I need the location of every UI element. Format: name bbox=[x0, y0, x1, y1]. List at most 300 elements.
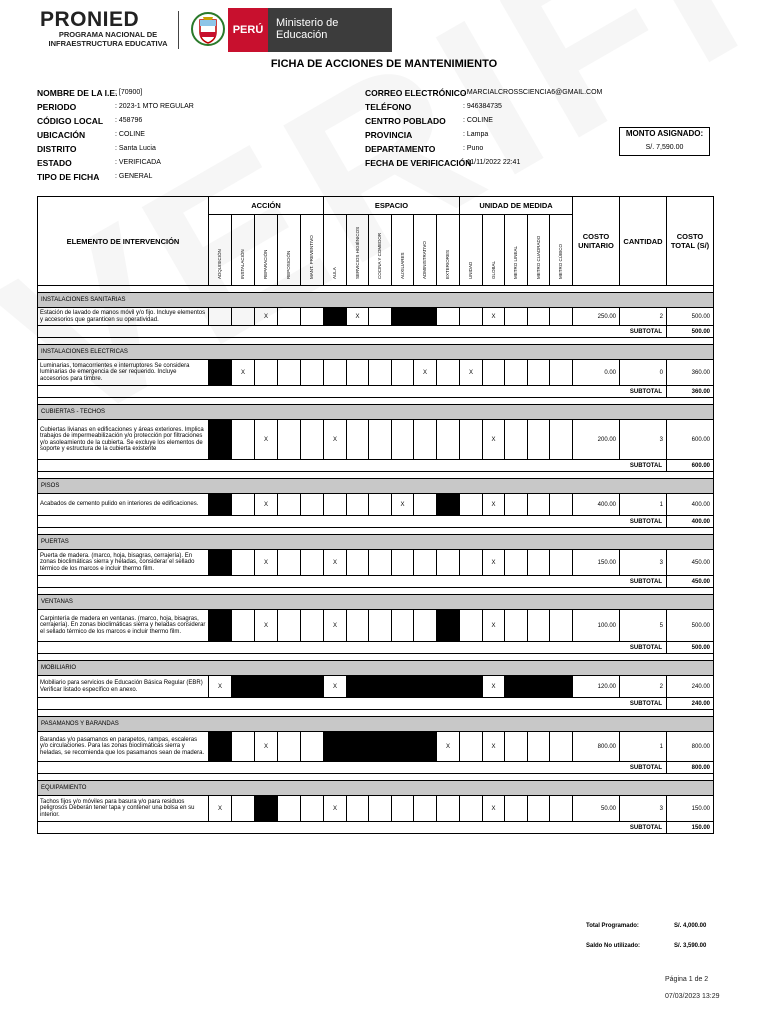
empty-cell bbox=[437, 420, 460, 460]
subtotal-spacer bbox=[38, 822, 573, 834]
blocked-cell bbox=[505, 676, 528, 698]
empty-cell bbox=[278, 420, 301, 460]
empty-cell bbox=[437, 796, 460, 822]
total-cost: 450.00 bbox=[667, 550, 714, 576]
empty-cell bbox=[301, 494, 324, 516]
empty-cell bbox=[278, 308, 301, 326]
checked-cell: X bbox=[414, 360, 437, 386]
empty-cell bbox=[550, 732, 573, 762]
item-description: Puerta de madera. (marco, hoja, bisagras, cerrajería). En zonas bioclimáticas sierra y heladas, considerar el sellado térmico de los marcos e incluir thermo film. bbox=[38, 550, 209, 576]
header-elemento: ELEMENTO DE INTERVENCIÓN bbox=[38, 197, 209, 286]
quantity: 2 bbox=[620, 676, 667, 698]
empty-cell bbox=[369, 494, 392, 516]
subtotal-row bbox=[38, 326, 714, 338]
empty-cell bbox=[460, 420, 483, 460]
empty-cell bbox=[369, 360, 392, 386]
empty-cell bbox=[369, 610, 392, 642]
item-description: Tachos fijos y/o móviles para basura y/o para residuos peligrosos Deberán tener tapa y contener una bolsa en su interior. bbox=[38, 796, 209, 822]
column-header-label: REPARACIÓN bbox=[263, 249, 268, 279]
total-cost: 600.00 bbox=[667, 420, 714, 460]
empty-cell bbox=[460, 308, 483, 326]
info-value: : 458796 bbox=[115, 117, 143, 124]
quantity: 3 bbox=[620, 420, 667, 460]
checked-cell: X bbox=[232, 360, 255, 386]
column-header-label: METRO CUADRADO bbox=[535, 235, 541, 279]
checked-cell: X bbox=[324, 610, 347, 642]
empty-cell bbox=[528, 796, 550, 822]
subtotal-spacer bbox=[38, 386, 573, 398]
blocked-cell bbox=[369, 732, 392, 762]
section-title: PISOS bbox=[38, 479, 714, 494]
subtotal-row bbox=[38, 822, 714, 834]
table-row bbox=[38, 360, 714, 386]
info-label: CENTRO POBLADO bbox=[365, 116, 446, 126]
unit-cost: 50.00 bbox=[573, 796, 620, 822]
blocked-cell bbox=[209, 494, 232, 516]
empty-cell bbox=[505, 796, 528, 822]
info-value: : GENERAL bbox=[115, 173, 153, 180]
pronied-subtitle: PROGRAMA NACIONAL DE INFRAESTRUCTURA EDUCATIVA bbox=[48, 30, 168, 48]
empty-cell bbox=[301, 420, 324, 460]
section-title: MOBILIARIO bbox=[38, 661, 714, 676]
info-value: : 2023-1 MTO REGULAR bbox=[115, 103, 194, 110]
table-row bbox=[38, 676, 714, 698]
column-header bbox=[232, 215, 255, 286]
empty-cell bbox=[437, 360, 460, 386]
subtotal-spacer bbox=[38, 576, 573, 588]
monto-value: S/. 7,590.00 bbox=[645, 144, 684, 151]
section-header bbox=[38, 293, 714, 308]
blocked-cell bbox=[437, 494, 460, 516]
blocked-cell bbox=[232, 676, 255, 698]
item-description: Acabados de cemento pulido en interiores de edificaciones. bbox=[38, 494, 209, 516]
empty-cell bbox=[505, 732, 528, 762]
empty-cell bbox=[505, 420, 528, 460]
column-header bbox=[255, 215, 278, 286]
blocked-cell bbox=[324, 308, 347, 326]
empty-cell bbox=[550, 610, 573, 642]
column-header-label: EXTERIORES bbox=[445, 249, 450, 279]
table-row bbox=[38, 550, 714, 576]
subtotal-row bbox=[38, 642, 714, 654]
header-cantidad: CANTIDAD bbox=[620, 197, 667, 286]
checked-cell: X bbox=[483, 610, 505, 642]
blocked-cell bbox=[369, 676, 392, 698]
empty-cell bbox=[414, 610, 437, 642]
info-value: : Puno bbox=[463, 145, 484, 152]
section-header bbox=[38, 781, 714, 796]
empty-cell bbox=[505, 494, 528, 516]
subtotal-label: SUBTOTAL bbox=[573, 576, 667, 588]
section-spacer bbox=[38, 654, 714, 661]
empty-cell bbox=[392, 420, 414, 460]
empty-cell bbox=[278, 360, 301, 386]
subtotal-label: SUBTOTAL bbox=[573, 762, 667, 774]
unit-cost: 120.00 bbox=[573, 676, 620, 698]
unit-cost: 800.00 bbox=[573, 732, 620, 762]
total-cost: 400.00 bbox=[667, 494, 714, 516]
blocked-cell bbox=[392, 676, 414, 698]
total-cost: 240.00 bbox=[667, 676, 714, 698]
column-header-label: METRO LINEAL bbox=[513, 245, 518, 279]
checked-cell: X bbox=[255, 308, 278, 326]
saldo-no-utilizado-label: Saldo No utilizado: bbox=[586, 943, 640, 949]
item-description: Mobiliario para servicios de Educación Básica Regular (EBR) Verificar listado específico en anexo. bbox=[38, 676, 209, 698]
checked-cell: X bbox=[255, 494, 278, 516]
empty-cell bbox=[232, 420, 255, 460]
empty-cell bbox=[550, 550, 573, 576]
column-header-label: MANT. PREVENTIVO bbox=[309, 235, 314, 279]
empty-cell bbox=[414, 796, 437, 822]
empty-cell bbox=[437, 308, 460, 326]
blocked-cell bbox=[324, 732, 347, 762]
blocked-cell bbox=[437, 676, 460, 698]
blocked-cell bbox=[414, 676, 437, 698]
checked-cell: X bbox=[460, 360, 483, 386]
section-spacer bbox=[38, 710, 714, 717]
page-number: Página 1 de 2 bbox=[665, 976, 709, 983]
item-description: Cubiertas livianas en edificaciones y áreas exteriores. Implica trabajos de impermeabilización y/o protección por filtraciones y/o asoleamiento de la cubierta. Se excluye los elementos de soporte y estructura de la cubierta existente bbox=[38, 420, 209, 460]
header-costo-unitario: COSTO UNITARIO bbox=[573, 197, 620, 286]
table-row bbox=[38, 494, 714, 516]
checked-cell: X bbox=[483, 420, 505, 460]
unit-cost: 200.00 bbox=[573, 420, 620, 460]
section-title: CUBIERTAS - TECHOS bbox=[38, 405, 714, 420]
checked-cell: X bbox=[209, 676, 232, 698]
subtotal-label: SUBTOTAL bbox=[573, 386, 667, 398]
table-row bbox=[38, 308, 714, 326]
section-header bbox=[38, 479, 714, 494]
empty-cell bbox=[301, 610, 324, 642]
blocked-cell bbox=[278, 676, 301, 698]
empty-cell bbox=[347, 494, 369, 516]
subtotal-spacer bbox=[38, 460, 573, 472]
quantity: 0 bbox=[620, 360, 667, 386]
checked-cell: X bbox=[483, 796, 505, 822]
empty-cell bbox=[460, 796, 483, 822]
subtotal-spacer bbox=[38, 516, 573, 528]
section-spacer bbox=[38, 588, 714, 595]
empty-cell bbox=[414, 420, 437, 460]
section-header bbox=[38, 717, 714, 732]
column-header-label: UNIDAD bbox=[468, 261, 473, 279]
subtotal-spacer bbox=[38, 326, 573, 338]
quantity: 1 bbox=[620, 732, 667, 762]
blocked-cell bbox=[209, 610, 232, 642]
column-header bbox=[550, 215, 573, 286]
checked-cell: X bbox=[483, 550, 505, 576]
blocked-cell bbox=[550, 676, 573, 698]
blocked-cell bbox=[209, 550, 232, 576]
empty-cell bbox=[483, 360, 505, 386]
empty-cell bbox=[528, 550, 550, 576]
empty-cell bbox=[528, 360, 550, 386]
item-description: Estación de lavado de manos móvil y/o fijo. Incluye elementos y accesorios que garanticen su operatividad. bbox=[38, 308, 209, 326]
empty-cell bbox=[278, 610, 301, 642]
empty-cell bbox=[505, 360, 528, 386]
info-label: DISTRITO bbox=[37, 144, 77, 154]
total-programado-label: Total Programado: bbox=[586, 923, 639, 929]
header-accion: ACCIÓN bbox=[209, 197, 324, 215]
checked-cell: X bbox=[324, 550, 347, 576]
checked-cell: X bbox=[324, 796, 347, 822]
empty-cell bbox=[369, 308, 392, 326]
empty-cell bbox=[301, 360, 324, 386]
empty-cell bbox=[550, 420, 573, 460]
empty-cell bbox=[278, 796, 301, 822]
section-title: INSTALACIONES SANITARIAS bbox=[38, 293, 714, 308]
quantity: 3 bbox=[620, 796, 667, 822]
empty-cell bbox=[528, 610, 550, 642]
empty-cell bbox=[414, 550, 437, 576]
subtotal-row bbox=[38, 386, 714, 398]
empty-cell bbox=[324, 360, 347, 386]
header-unidad: UNIDAD DE MEDIDA bbox=[460, 197, 573, 215]
empty-cell bbox=[301, 732, 324, 762]
empty-cell bbox=[460, 550, 483, 576]
column-header bbox=[278, 215, 301, 286]
column-header-label: ADQUISICIÓN bbox=[217, 249, 222, 279]
empty-cell bbox=[278, 550, 301, 576]
empty-cell bbox=[369, 796, 392, 822]
subtotal-row bbox=[38, 762, 714, 774]
empty-cell bbox=[528, 494, 550, 516]
blocked-cell bbox=[209, 420, 232, 460]
empty-cell bbox=[505, 610, 528, 642]
peru-shield-icon bbox=[191, 9, 225, 49]
document-title: FICHA DE ACCIONES DE MANTENIMIENTO bbox=[270, 58, 498, 70]
info-value: : COLINE bbox=[463, 117, 493, 124]
empty-cell bbox=[369, 420, 392, 460]
subtotal-label: SUBTOTAL bbox=[573, 642, 667, 654]
subtotal-label: SUBTOTAL bbox=[573, 516, 667, 528]
unit-cost: 150.00 bbox=[573, 550, 620, 576]
header-costo-total: COSTO TOTAL (S/) bbox=[667, 197, 714, 286]
unit-cost: 100.00 bbox=[573, 610, 620, 642]
subtotal-row bbox=[38, 516, 714, 528]
blocked-cell bbox=[255, 796, 278, 822]
empty-cell bbox=[209, 308, 232, 326]
total-cost: 800.00 bbox=[667, 732, 714, 762]
column-header bbox=[369, 215, 392, 286]
item-description: Barandas y/o pasamanos en parapetos, rampas, escaleras y/o circulaciones. Para las zonas bioclimáticas sierra y heladas, se recomienda que los pasamanos sean de madera. bbox=[38, 732, 209, 762]
item-description: Carpintería de madera en ventanas. (marco, hoja, bisagras, cerrajería). En zonas bioclimáticas sierra y heladas considerar el sellado térmico de los marcos e incluir thermo film. bbox=[38, 610, 209, 642]
section-spacer bbox=[38, 472, 714, 479]
column-header bbox=[414, 215, 437, 286]
subtotal-label: SUBTOTAL bbox=[573, 822, 667, 834]
total-cost: 150.00 bbox=[667, 796, 714, 822]
blocked-cell bbox=[437, 610, 460, 642]
checked-cell: X bbox=[483, 494, 505, 516]
blocked-cell bbox=[347, 676, 369, 698]
subtotal-value: 360.00 bbox=[667, 386, 714, 398]
empty-cell bbox=[347, 360, 369, 386]
empty-cell bbox=[232, 610, 255, 642]
table-row bbox=[38, 610, 714, 642]
checked-cell: X bbox=[255, 550, 278, 576]
section-header bbox=[38, 535, 714, 550]
subtotal-value: 400.00 bbox=[667, 516, 714, 528]
info-value: : VERIFICADA bbox=[115, 159, 161, 166]
blocked-cell bbox=[347, 732, 369, 762]
empty-cell bbox=[232, 550, 255, 576]
subtotal-label: SUBTOTAL bbox=[573, 326, 667, 338]
column-header-label: REPOSICIÓN bbox=[286, 250, 291, 279]
ministerio-brand: Ministerio de Educación bbox=[268, 8, 392, 52]
empty-cell bbox=[392, 796, 414, 822]
column-header-label: ADMINISTRATIVO bbox=[422, 241, 427, 279]
subtotal-value: 500.00 bbox=[667, 642, 714, 654]
blocked-cell bbox=[414, 308, 437, 326]
empty-cell bbox=[347, 550, 369, 576]
quantity: 3 bbox=[620, 550, 667, 576]
empty-cell bbox=[460, 732, 483, 762]
empty-cell bbox=[505, 308, 528, 326]
peru-brand: PERÚ bbox=[228, 8, 268, 52]
column-header-label: AULA bbox=[332, 267, 337, 279]
column-header bbox=[528, 215, 550, 286]
unit-cost: 400.00 bbox=[573, 494, 620, 516]
empty-cell bbox=[232, 494, 255, 516]
total-cost: 500.00 bbox=[667, 308, 714, 326]
column-header bbox=[437, 215, 460, 286]
empty-cell bbox=[392, 550, 414, 576]
checked-cell: X bbox=[483, 308, 505, 326]
column-header-label: SERVICIOS HIGIÉNICOS bbox=[354, 226, 360, 279]
column-header bbox=[483, 215, 505, 286]
info-value: : [70900] bbox=[115, 89, 143, 96]
quantity: 1 bbox=[620, 494, 667, 516]
info-label: ESTADO bbox=[37, 158, 72, 168]
info-value: : Santa Lucia bbox=[115, 145, 156, 152]
column-header bbox=[324, 215, 347, 286]
column-header bbox=[505, 215, 528, 286]
info-value: : MARCIALCROSSCIENCIA6@GMAIL.COM bbox=[463, 89, 603, 96]
checked-cell: X bbox=[483, 732, 505, 762]
header-logos bbox=[36, 8, 392, 52]
info-label: PROVINCIA bbox=[365, 130, 413, 140]
info-label: TELÉFONO bbox=[365, 102, 412, 112]
empty-cell bbox=[505, 550, 528, 576]
maintenance-table bbox=[37, 196, 714, 834]
item-description: Luminarias, tomacorrientes e interruptores Se considera luminarias de emergencia de ser requerido. Incluye accesorios para timbre. bbox=[38, 360, 209, 386]
info-value: : 11/11/2022 22:41 bbox=[463, 159, 521, 166]
empty-cell bbox=[550, 494, 573, 516]
subtotal-label: SUBTOTAL bbox=[573, 698, 667, 710]
subtotal-value: 600.00 bbox=[667, 460, 714, 472]
checked-cell: X bbox=[324, 420, 347, 460]
section-spacer bbox=[38, 774, 714, 781]
empty-cell bbox=[278, 732, 301, 762]
info-value: : 946384735 bbox=[463, 103, 502, 110]
section-title: EQUIPAMIENTO bbox=[38, 781, 714, 796]
blocked-cell bbox=[528, 676, 550, 698]
unit-cost: 250.00 bbox=[573, 308, 620, 326]
info-label: UBICACIÓN bbox=[37, 130, 86, 140]
checked-cell: X bbox=[255, 610, 278, 642]
subtotal-value: 500.00 bbox=[667, 326, 714, 338]
blocked-cell bbox=[255, 676, 278, 698]
empty-cell bbox=[392, 360, 414, 386]
blocked-cell bbox=[209, 360, 232, 386]
section-spacer bbox=[38, 338, 714, 345]
empty-cell bbox=[301, 550, 324, 576]
info-label: CÓDIGO LOCAL bbox=[37, 116, 104, 126]
subtotal-value: 150.00 bbox=[667, 822, 714, 834]
blocked-cell bbox=[209, 732, 232, 762]
blocked-cell bbox=[392, 732, 414, 762]
monto-asignado-box bbox=[619, 127, 710, 156]
subtotal-row bbox=[38, 576, 714, 588]
column-header bbox=[460, 215, 483, 286]
table-row bbox=[38, 796, 714, 822]
section-header bbox=[38, 661, 714, 676]
section-title: INSTALACIONES ELECTRICAS bbox=[38, 345, 714, 360]
info-label: PERIODO bbox=[37, 102, 77, 112]
table-row bbox=[38, 732, 714, 762]
column-header-label: AUXILIARES bbox=[399, 252, 405, 279]
empty-cell bbox=[347, 420, 369, 460]
checked-cell: X bbox=[255, 420, 278, 460]
info-label: NOMBRE DE LA I.E. bbox=[37, 88, 118, 98]
checked-cell: X bbox=[209, 796, 232, 822]
checked-cell: X bbox=[255, 732, 278, 762]
empty-cell bbox=[414, 494, 437, 516]
info-label: FECHA DE VERIFICACIÓN bbox=[365, 158, 472, 168]
section-header bbox=[38, 345, 714, 360]
empty-cell bbox=[232, 732, 255, 762]
column-header-label: COCINA Y COMEDOR bbox=[377, 232, 382, 279]
subtotal-row bbox=[38, 460, 714, 472]
empty-cell bbox=[528, 308, 550, 326]
empty-cell bbox=[369, 550, 392, 576]
section-title: PUERTAS bbox=[38, 535, 714, 550]
blocked-cell bbox=[414, 732, 437, 762]
column-header bbox=[347, 215, 369, 286]
section-header bbox=[38, 405, 714, 420]
header-espacio: ESPACIO bbox=[324, 197, 460, 215]
subtotal-spacer bbox=[38, 642, 573, 654]
section-spacer bbox=[38, 398, 714, 405]
section-title: VENTANAS bbox=[38, 595, 714, 610]
blocked-cell bbox=[392, 308, 414, 326]
info-label: CORREO ELECTRÓNICO bbox=[365, 88, 467, 98]
print-date: 07/03/2023 13:29 bbox=[665, 993, 720, 1000]
column-header-label: METRO CÚBICO bbox=[558, 243, 563, 279]
empty-cell bbox=[301, 796, 324, 822]
empty-cell bbox=[347, 796, 369, 822]
empty-cell bbox=[528, 420, 550, 460]
saldo-no-utilizado-value: S/. 3,590.00 bbox=[674, 943, 707, 949]
subtotal-value: 800.00 bbox=[667, 762, 714, 774]
empty-cell bbox=[460, 494, 483, 516]
checked-cell: X bbox=[437, 732, 460, 762]
checked-cell: X bbox=[392, 494, 414, 516]
empty-cell bbox=[278, 494, 301, 516]
total-programado-value: S/. 4,000.00 bbox=[674, 923, 707, 929]
subtotal-value: 240.00 bbox=[667, 698, 714, 710]
pronied-logo-text: PRONIED bbox=[40, 8, 140, 31]
subtotal-label: SUBTOTAL bbox=[573, 460, 667, 472]
column-header-label: GLOBAL bbox=[490, 260, 496, 279]
blocked-cell bbox=[301, 676, 324, 698]
column-header bbox=[301, 215, 324, 286]
subtotal-row bbox=[38, 698, 714, 710]
empty-cell bbox=[255, 360, 278, 386]
subtotal-spacer bbox=[38, 762, 573, 774]
subtotal-spacer bbox=[38, 698, 573, 710]
empty-cell bbox=[347, 610, 369, 642]
